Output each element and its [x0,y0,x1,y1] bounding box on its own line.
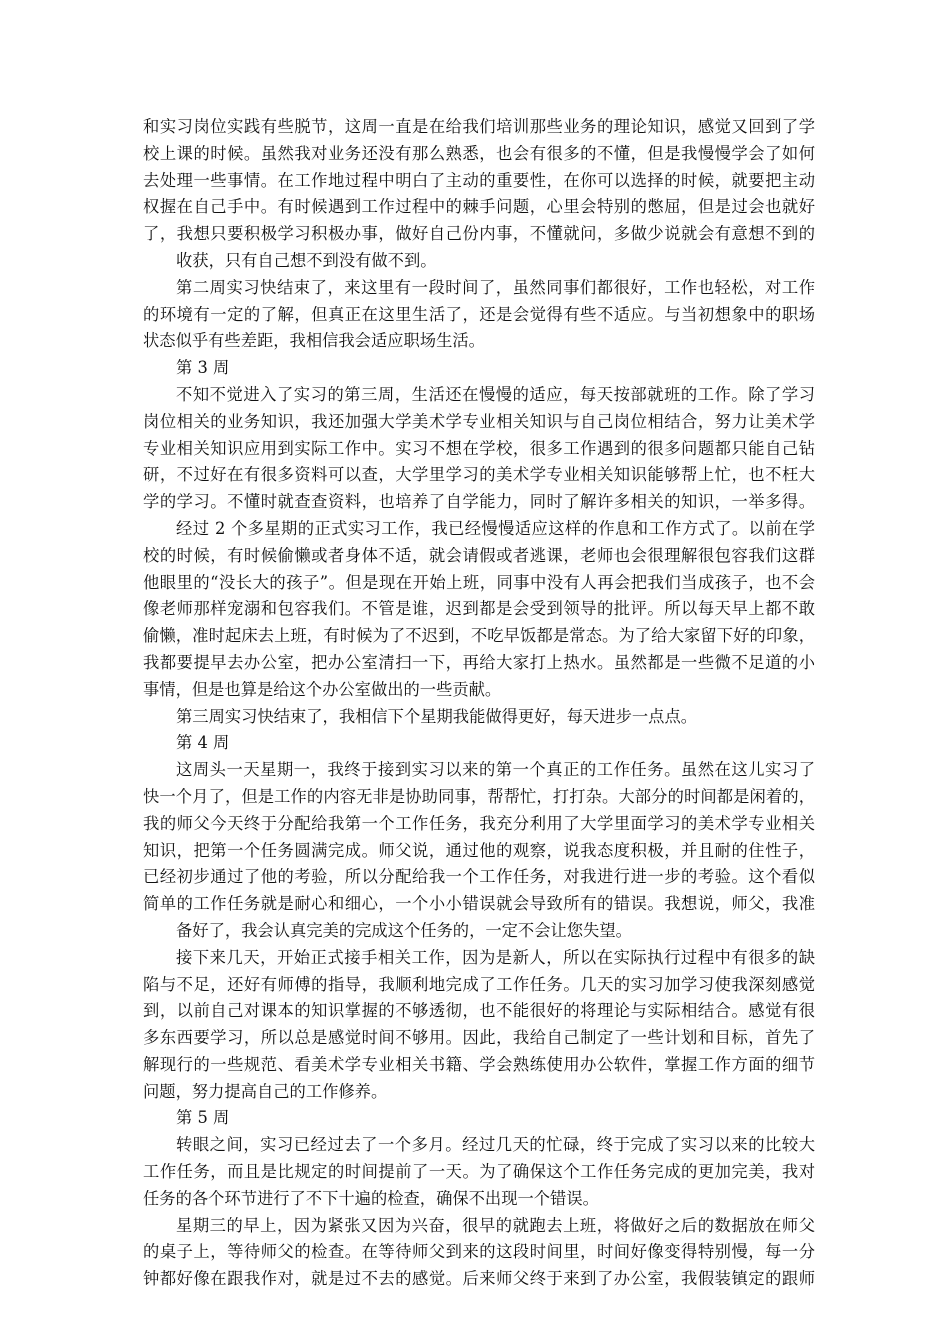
text-line: 事情，但是也算是给这个办公室做出的一些贡献。 [143,679,502,699]
text-line: 这周头一天星期一，我终于接到实习以来的第一个真正的工作任务。虽然在这儿实习了 [176,760,815,780]
text-line: 的桌子上，等待师父的检查。在等待师父到来的这段时间里，时间好像变得特别慢，每一分 [143,1242,815,1262]
text-line: 问题，努力提高自己的工作修养。 [143,1081,388,1101]
text-line: 权握在自己手中。有时候遇到工作过程中的棘手问题，心里会特别的憋屈，但是过会也就好 [143,197,815,217]
text-line: 去处理一些事情。在工作地过程中明白了主动的重要性，在你可以选择的时候，就要把主动 [143,170,815,190]
text-line: 校上课的时候。虽然我对业务还没有那么熟悉，也会有很多的不懂，但是我慢慢学会了如何 [143,143,815,163]
text-line: 星期三的早上，因为紧张又因为兴奋，很早的就跑去上班，将做好之后的数据放在师父 [176,1215,815,1235]
section-heading: 第 4 周 [176,733,230,753]
text-line: 校的时候，有时候偷懒或者身体不适，就会请假或者逃课，老师也会很理解很包容我们这群 [143,545,815,565]
text-line: 解现行的一些规范、看美术学专业相关书籍、学会熟练使用办公软件，掌握工作方面的细节 [143,1054,815,1074]
section-heading: 第 3 周 [176,358,230,378]
text-line: 状态似乎有些差距，我相信我会适应职场生活。 [143,331,485,351]
text-line: 接下来几天，开始正式接手相关工作，因为是新人，所以在实际执行过程中有很多的缺 [176,947,815,967]
text-line: 岗位相关的业务知识，我还加强大学美术学专业相关知识与自己岗位相结合，努力让美术学 [143,411,815,431]
text-line: 我都要提早去办公室，把办公室清扫一下，再给大家打上热水。虽然都是一些微不足道的小 [143,652,815,672]
text-line: 工作任务，而且是比规定的时间提前了一天。为了确保这个工作任务完成的更加完美，我对 [143,1162,815,1182]
document-page [143,114,815,1293]
text-line: 我的师父今天终于分配给我第一个工作任务，我充分利用了大学里面学习的美术学专业相关 [143,813,815,833]
section-heading: 第 5 周 [176,1108,230,1128]
text-line: 转眼之间，实习已经过去了一个多月。经过几天的忙碌，终于完成了实习以来的比较大 [176,1135,815,1155]
text-line: 不知不觉进入了实习的第三周，生活还在慢慢的适应，每天按部就班的工作。除了学习 [176,384,815,404]
text-line: 任务的各个环节进行了不下十遍的检查，确保不出现一个错误。 [143,1188,599,1208]
text-line: 学的学习。不懂时就查查资料，也培养了自学能力，同时了解许多相关的知识，一举多得。 [143,492,815,512]
text-line: 已经初步通过了他的考验，所以分配给我一个工作任务，对我进行进一步的考验。这个看似 [143,867,815,887]
text-line: 的环境有一定的了解，但真正在这里生活了，还是会觉得有些不适应。与当初想象中的职场 [143,304,815,324]
text-line: 偷懒，准时起床去上班，有时候为了不迟到，不吃早饭都是常态。为了给大家留下好的印象， [143,626,815,646]
text-line: 快一个月了，但是工作的内容无非是协助同事，帮帮忙，打打杂。大部分的时间都是闲着的， [143,786,815,806]
text-line: 研，不过好在有很多资料可以查，大学里学习的美术学专业相关知识能够帮上忙，也不枉大 [143,465,815,485]
text-line: 钟都好像在跟我作对，就是过不去的感觉。后来师父终于来到了办公室，我假装镇定的跟师 [143,1269,815,1289]
text-line: 简单的工作任务就是耐心和细心，一个小小错误就会导致所有的错误。我想说，师父，我准 [143,894,815,914]
text-line: 专业相关知识应用到实际工作中。实习不想在学校，很多工作遇到的很多问题都只能自己钻 [143,438,815,458]
text-line: 经过 2 个多星期的正式实习工作，我已经慢慢适应这样的作息和工作方式了。以前在学 [176,518,815,538]
text-line: 像老师那样宠溺和包容我们。不管是谁，迟到都是会受到领导的批评。所以每天早上都不敢 [143,599,815,619]
text-line: 知识，把第一个任务圆满完成。师父说，通过他的观察，说我态度积极，并且耐的住性子， [143,840,815,860]
text-line: 备好了，我会认真完美的完成这个任务的，一定不会让您失望。 [176,920,632,940]
text-line: 陷与不足，还好有师傅的指导，我顺利地完成了工作任务。几天的实习加学习使我深刻感觉 [143,974,815,994]
text-line: 到，以前自己对课本的知识掌握的不够透彻，也不能很好的将理论与实际相结合。感觉有很 [143,1001,815,1021]
text-line: 第三周实习快结束了，我相信下个星期我能做得更好，每天进步一点点。 [176,706,698,726]
text-line: 了，我想只要积极学习积极办事，做好自己份内事，不懂就问，多做少说就会有意想不到的 [143,224,815,244]
text-line: 多东西要学习，所以总是感觉时间不够用。因此，我给自己制定了一些计划和目标，首先了 [143,1028,815,1048]
text-line: 第二周实习快结束了，来这里有一段时间了，虽然同事们都很好，工作也轻松，对工作 [176,277,815,297]
text-line: 他眼里的“没长大的孩子”。但是现在开始上班，同事中没有人再会把我们当成孩子，也不会 [143,572,815,592]
text-line: 和实习岗位实践有些脱节，这周一直是在给我们培训那些业务的理论知识，感觉又回到了学 [143,117,815,136]
text-line: 收获，只有自己想不到没有做不到。 [176,250,437,270]
